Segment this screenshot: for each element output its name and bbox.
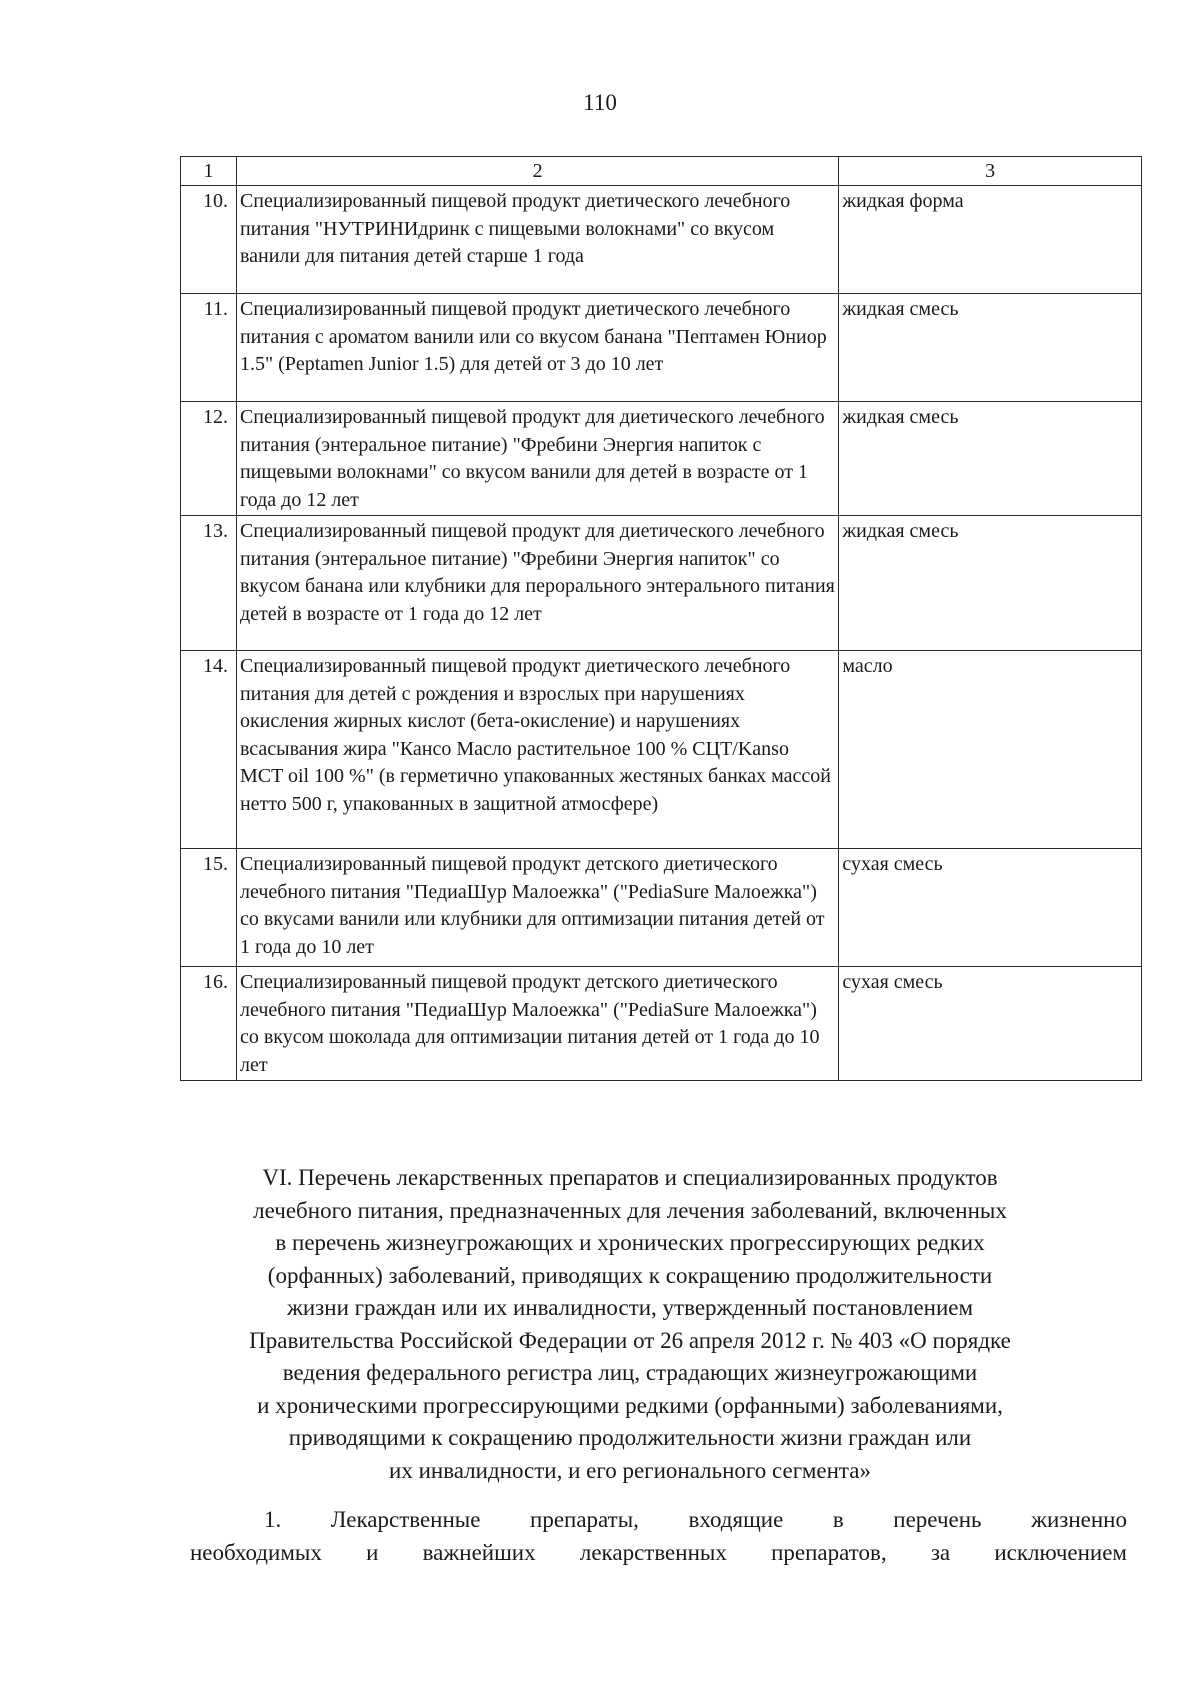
product-form: жидкая смесь (839, 402, 1142, 516)
product-name: Специализированный пищевой продукт диетического лечебного питания "НУТРИНИдринк с пищевыми волокнами" со вкусом ванили для питания детей старше 1 года (236, 186, 838, 294)
table-row (181, 967, 1142, 1081)
table-row (181, 849, 1142, 967)
product-name: Специализированный пищевой продукт диетического лечебного питания для детей с рождения и взрослых при нарушениях окисления жирных кислот (бета-окисление) и нарушениях всасывания жира "Кансо Масло растительное 100 % СЦТ/Kanso MCT oil 100 %" (в герметично упакованных жестяных банках массой нетто 500 г, упакованных в защитной атмосфере) (236, 651, 838, 849)
heading-line: приводящими к сокращению продолжительности жизни граждан или (288, 1425, 972, 1450)
table-row (181, 294, 1142, 402)
paragraph-line: 1. Лекарственные препараты, входящие в перечень жизненно (264, 1507, 1127, 1532)
table-header-row (181, 157, 1142, 186)
heading-line: их инвалидности, и его регионального сегмента» (389, 1457, 871, 1483)
heading-line: в перечень жизнеугрожающих и хронических прогрессирующих редких (275, 1230, 985, 1255)
table-row (181, 186, 1142, 294)
product-form: жидкая смесь (839, 294, 1142, 402)
table-row (181, 402, 1142, 516)
header-col-form: 3 (839, 157, 1142, 186)
product-form: сухая смесь (839, 967, 1142, 1081)
product-name: Специализированный пищевой продукт для диетического лечебного питания (энтеральное питание) "Фребини Энергия напиток с пищевыми волокнами" со вкусом ванили для детей в возрасте от 1 года до 12 лет (236, 402, 838, 516)
product-name: Специализированный пищевой продукт для диетического лечебного питания (энтеральное питание) "Фребини Энергия напиток" со вкусом банана или клубники для перорального энтерального питания детей в возрасте от 1 года до 12 лет (236, 516, 838, 651)
header-col-name: 2 (236, 157, 838, 186)
row-number: 14. (181, 651, 237, 849)
heading-line: (орфанных) заболеваний, приводящих к сокращению продолжительности (267, 1262, 993, 1288)
table-row (181, 651, 1142, 849)
paragraph-line: необходимых и важнейших лекарственных препаратов, за исключением (190, 1540, 1127, 1565)
row-number: 13. (181, 516, 237, 651)
heading-line: Правительства Российской Федерации от 26 апреля 2012 г. № 403 «О порядке (249, 1327, 1011, 1353)
heading-line: жизни граждан или их инвалидности, утвержденный постановлением (286, 1295, 974, 1320)
heading-line: ведения федерального регистра лиц, страдающих жизнеугрожающими (282, 1360, 978, 1385)
row-number: 10. (181, 186, 237, 294)
table-row (181, 516, 1142, 651)
row-number: 11. (181, 294, 237, 402)
row-number: 12. (181, 402, 237, 516)
products-table (180, 156, 1142, 1081)
row-number: 15. (181, 849, 237, 967)
header-col-number: 1 (181, 157, 237, 186)
page-number: 110 (583, 90, 617, 115)
product-form: жидкая форма (839, 186, 1142, 294)
heading-line: VI. Перечень лекарственных препаратов и специализированных продуктов (262, 1165, 998, 1190)
row-number: 16. (181, 967, 237, 1081)
product-name: Специализированный пищевой продукт детского диетического лечебного питания "ПедиаШур Малоежка" ("PediaSure Малоежка") со вкусом шоколада для оптимизации питания детей от 1 года до 10 лет (236, 967, 838, 1081)
product-form: сухая смесь (839, 849, 1142, 967)
body-paragraph (190, 1503, 1127, 1569)
product-name: Специализированный пищевой продукт диетического лечебного питания с ароматом ванили или со вкусом банана "Пептамен Юниор 1.5" (Peptamen Junior 1.5) для детей от 3 до 10 лет (236, 294, 838, 402)
product-name: Специализированный пищевой продукт детского диетического лечебного питания "ПедиаШур Малоежка" ("PediaSure Малоежка") со вкусами ванили или клубники для оптимизации питания детей от 1 года до 10 лет (236, 849, 838, 967)
section-heading (150, 1162, 1110, 1487)
heading-line: лечебного питания, предназначенных для лечения заболеваний, включенных (253, 1197, 1007, 1223)
product-form: жидкая смесь (839, 516, 1142, 651)
heading-line: и хроническими прогрессирующими редкими (орфанными) заболеваниями, (257, 1392, 1003, 1418)
product-form: масло (839, 651, 1142, 849)
